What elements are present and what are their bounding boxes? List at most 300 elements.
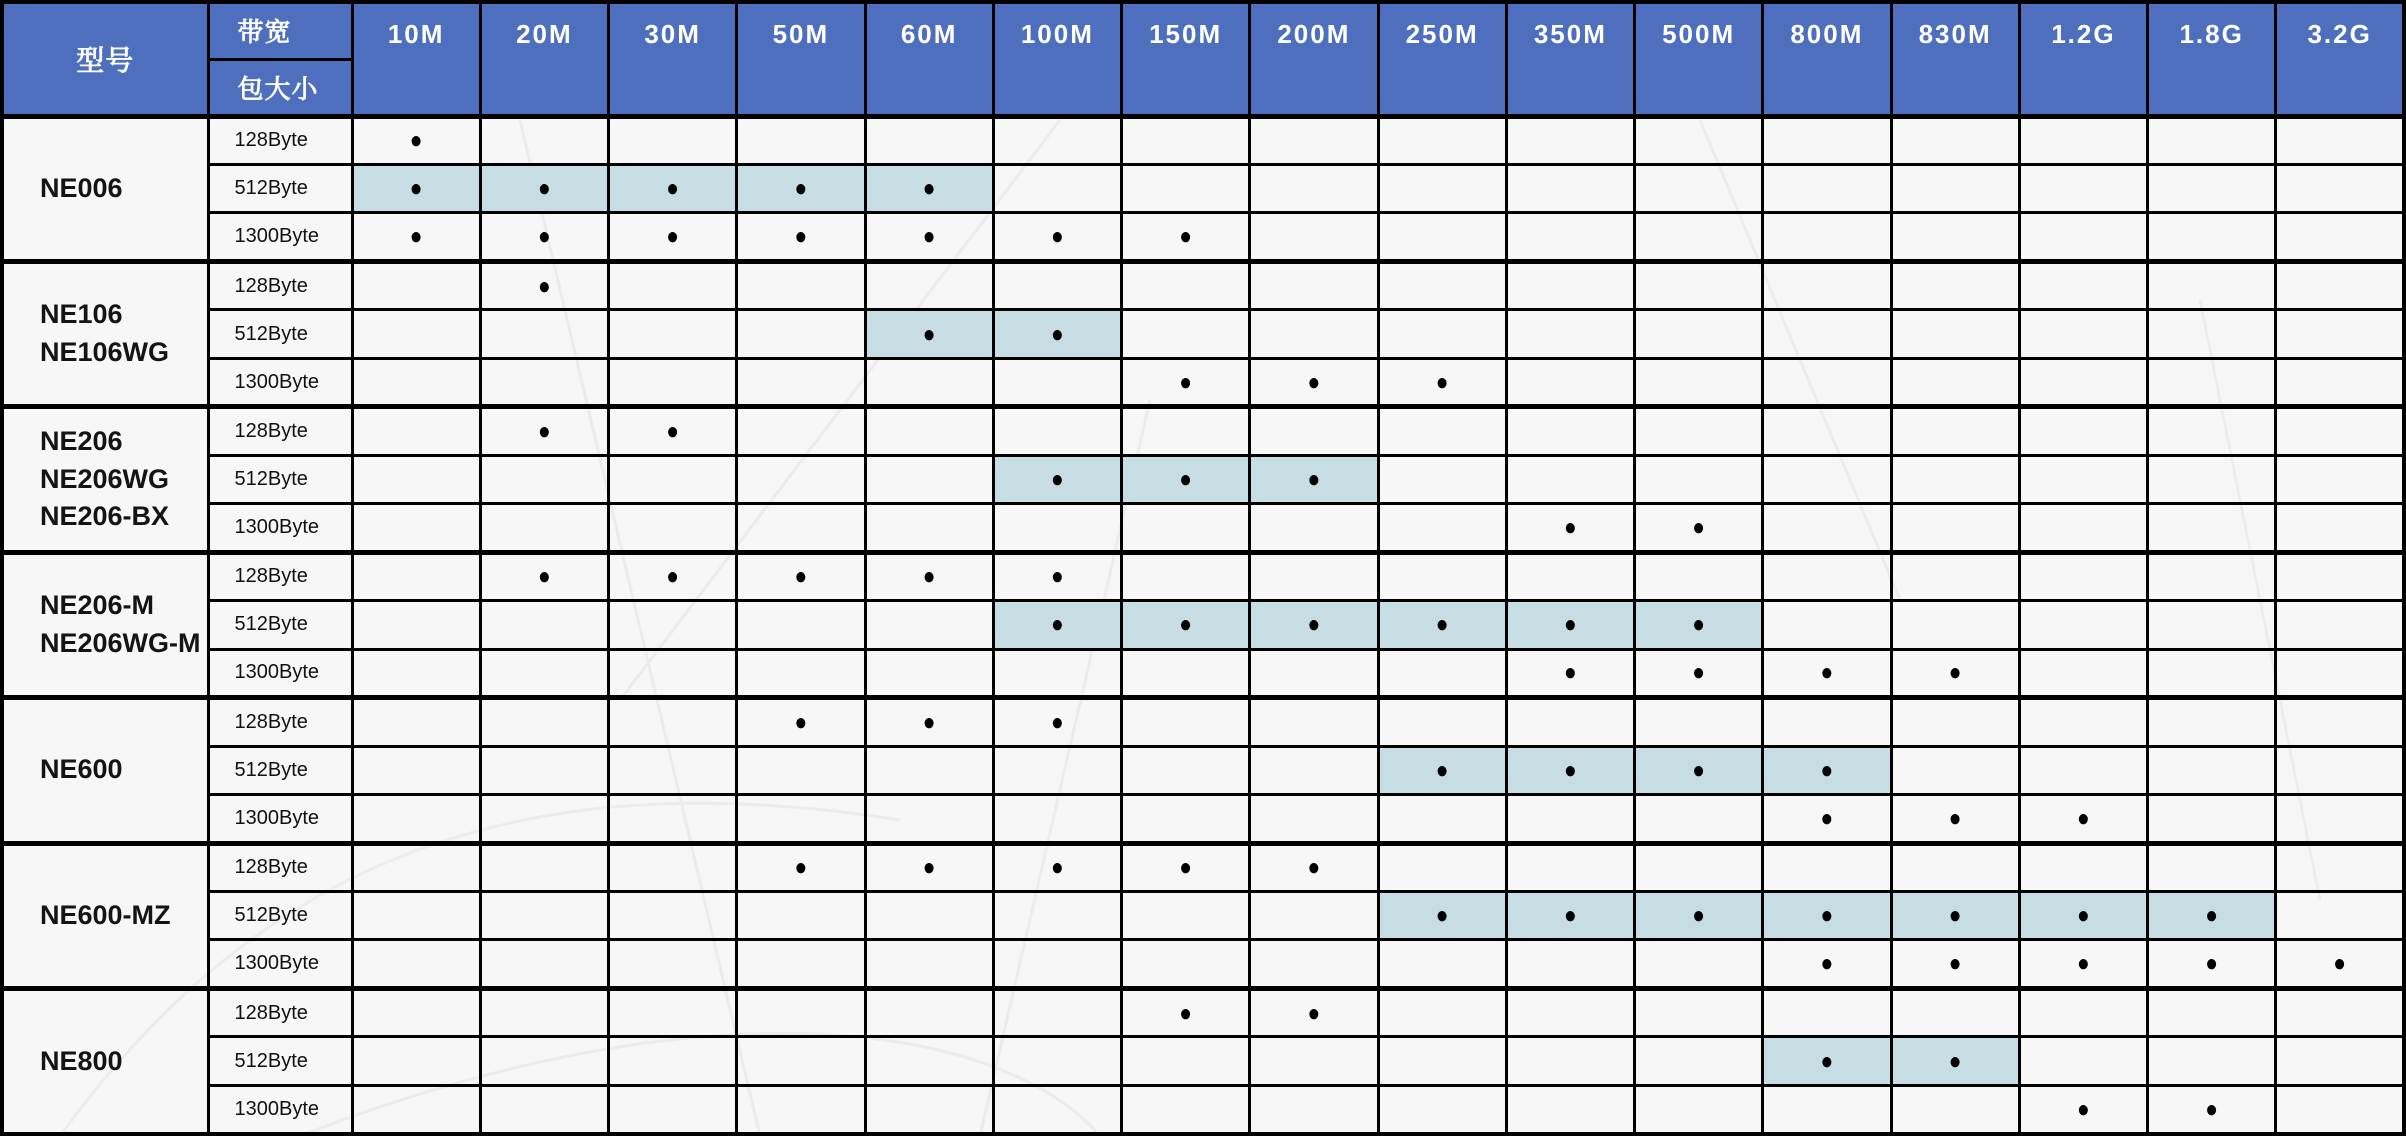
capability-cell: [1891, 455, 2019, 503]
capability-cell: [2019, 649, 2147, 697]
capability-cell: [1891, 504, 2019, 552]
capability-cell: [865, 940, 993, 988]
capability-cell: [1122, 310, 1250, 358]
dot-icon: ●: [538, 272, 551, 300]
capability-cell: [993, 310, 1121, 358]
packet-size-cell: 1300Byte: [208, 649, 352, 697]
capability-cell: [1635, 504, 1763, 552]
capability-cell: [2019, 843, 2147, 891]
capability-cell: [1378, 940, 1506, 988]
capability-cell: [1506, 164, 1634, 212]
dot-icon: ●: [1820, 757, 1834, 784]
capability-cell: [1378, 164, 1506, 212]
capability-cell: [1763, 698, 1891, 746]
capability-cell: [2276, 552, 2404, 600]
capability-cell: [1122, 843, 1250, 891]
capability-cell: [737, 795, 865, 843]
capability-cell: [993, 164, 1121, 212]
capability-cell: [1378, 407, 1506, 455]
capability-cell: [480, 795, 608, 843]
capability-cell: [1506, 310, 1634, 358]
capability-cell: [2276, 261, 2404, 309]
capability-cell: [1122, 988, 1250, 1036]
model-column-header: 型号: [2, 2, 208, 116]
capability-cell: [993, 455, 1121, 503]
capability-cell: [1122, 116, 1250, 164]
capability-cell: [1506, 649, 1634, 697]
capability-cell: [609, 116, 737, 164]
capability-cell: [2148, 698, 2276, 746]
capability-cell: [480, 164, 608, 212]
dot-icon: ●: [922, 854, 936, 881]
capability-cell: [609, 698, 737, 746]
table-row: [2, 358, 2404, 406]
capability-cell: [1250, 310, 1378, 358]
capability-cell: [737, 407, 865, 455]
capability-cell: [1763, 892, 1891, 940]
capability-cell: [2019, 746, 2147, 794]
capability-cell: [1506, 504, 1634, 552]
capability-cell: [865, 601, 993, 649]
capability-cell: [609, 164, 737, 212]
packet-size-cell: 128Byte: [208, 843, 352, 891]
capability-cell: [1378, 552, 1506, 600]
dot-icon: ●: [1820, 950, 1834, 977]
capability-cell: [737, 940, 865, 988]
capability-cell: [1250, 213, 1378, 261]
capability-cell: [1635, 164, 1763, 212]
capability-cell: [2019, 552, 2147, 600]
capability-cell: [352, 746, 480, 794]
capability-cell: [2276, 358, 2404, 406]
capability-cell: [352, 164, 480, 212]
capability-cell: [1122, 1037, 1250, 1085]
capability-cell: [993, 746, 1121, 794]
capability-cell: [1635, 455, 1763, 503]
capability-cell: [993, 649, 1121, 697]
capability-cell: [480, 213, 608, 261]
capability-cell: [609, 261, 737, 309]
capability-cell: [2276, 164, 2404, 212]
capability-cell: [1378, 698, 1506, 746]
dot-icon: ●: [1307, 611, 1321, 639]
dot-icon: ●: [1692, 902, 1705, 929]
capability-cell: [1635, 407, 1763, 455]
capability-cell: [2148, 116, 2276, 164]
capability-cell: [1891, 1085, 2019, 1134]
column-header-100M: 100M: [993, 2, 1121, 116]
capability-cell: [1763, 746, 1891, 794]
capability-cell: [1635, 843, 1763, 891]
dot-icon: ●: [2077, 805, 2090, 832]
capability-cell: [352, 988, 480, 1036]
capability-cell: [1763, 164, 1891, 212]
capability-cell: [1378, 1085, 1506, 1134]
capability-cell: [1122, 552, 1250, 600]
column-header-500M: 500M: [1635, 2, 1763, 116]
packet-size-cell: 128Byte: [208, 116, 352, 164]
dot-icon: ●: [794, 223, 808, 250]
capability-cell: [480, 843, 608, 891]
column-header-200M: 200M: [1250, 2, 1378, 116]
capability-cell: [1635, 601, 1763, 649]
model-cell: [2, 698, 208, 843]
capability-cell: [480, 601, 608, 649]
dot-icon: ●: [409, 127, 423, 154]
capability-cell: [737, 164, 865, 212]
column-header-3.2G: 3.2G: [2276, 2, 2404, 116]
capability-cell: [2019, 455, 2147, 503]
capability-cell: [352, 601, 480, 649]
dot-icon: ●: [1051, 854, 1064, 881]
capability-cell: [737, 892, 865, 940]
table-body: [2, 116, 2404, 1134]
dot-icon: ●: [1307, 999, 1321, 1027]
table-row: [2, 892, 2404, 940]
dot-icon: ●: [1948, 950, 1962, 977]
capability-cell: [1635, 358, 1763, 406]
capability-cell: [1122, 649, 1250, 697]
dot-icon: ●: [538, 418, 551, 445]
capability-cell: [1506, 116, 1634, 164]
capability-cell: [865, 988, 993, 1036]
capability-cell: [1250, 358, 1378, 406]
capability-cell: [993, 795, 1121, 843]
capability-cell: [352, 358, 480, 406]
capability-cell: [352, 261, 480, 309]
capability-cell: [2276, 746, 2404, 794]
capability-cell: [2148, 649, 2276, 697]
capability-cell: [1250, 698, 1378, 746]
dot-icon: ●: [538, 175, 551, 202]
capability-cell: [1635, 746, 1763, 794]
capability-cell: [480, 455, 608, 503]
table-row: [2, 407, 2404, 455]
dot-icon: ●: [666, 175, 679, 202]
capability-cell: [737, 116, 865, 164]
dot-icon: ●: [1564, 659, 1577, 687]
capability-cell: [1891, 892, 2019, 940]
capability-cell: [1506, 698, 1634, 746]
capability-cell: [1763, 261, 1891, 309]
capability-cell: [352, 892, 480, 940]
capability-cell: [1506, 455, 1634, 503]
capability-cell: [1891, 649, 2019, 697]
capability-cell: [1506, 1085, 1634, 1134]
capability-cell: [1763, 116, 1891, 164]
capability-cell: [480, 358, 608, 406]
capability-cell: [1506, 358, 1634, 406]
capability-cell: [1763, 843, 1891, 891]
capability-cell: [993, 358, 1121, 406]
table-row: [2, 164, 2404, 212]
capability-cell: [2019, 988, 2147, 1036]
capability-cell: [2148, 552, 2276, 600]
capability-cell: [1122, 892, 1250, 940]
capability-cell: [2276, 310, 2404, 358]
capability-cell: [2148, 164, 2276, 212]
capability-cell: [865, 455, 993, 503]
capability-cell: [480, 698, 608, 746]
capability-cell: [2019, 698, 2147, 746]
capability-cell: [2019, 795, 2147, 843]
capability-cell: [1506, 1037, 1634, 1085]
capability-cell: [480, 552, 608, 600]
capability-cell: [2148, 988, 2276, 1036]
capability-cell: [1250, 1037, 1378, 1085]
capability-cell: [2148, 892, 2276, 940]
capability-cell: [1378, 358, 1506, 406]
capability-cell: [2276, 455, 2404, 503]
capability-cell: [609, 746, 737, 794]
capability-cell: [1122, 164, 1250, 212]
capability-cell: [737, 1085, 865, 1134]
capability-cell: [2019, 310, 2147, 358]
capability-cell: [1891, 988, 2019, 1036]
model-cell: [2, 261, 208, 406]
dot-icon: ●: [922, 563, 936, 591]
dot-icon: ●: [1051, 223, 1064, 250]
capability-cell: [609, 504, 737, 552]
column-header-250M: 250M: [1378, 2, 1506, 116]
capability-cell: [2276, 892, 2404, 940]
capability-cell: [993, 988, 1121, 1036]
capability-cell: [2276, 1085, 2404, 1134]
dot-icon: ●: [1435, 757, 1449, 784]
dot-icon: ●: [538, 223, 551, 250]
dot-icon: ●: [538, 563, 551, 591]
capability-cell: [2019, 358, 2147, 406]
column-header-1.8G: 1.8G: [2148, 2, 2276, 116]
packet-size-cell: 512Byte: [208, 892, 352, 940]
capability-cell: [993, 940, 1121, 988]
capability-cell: [1378, 795, 1506, 843]
column-header-1.2G: 1.2G: [2019, 2, 2147, 116]
capability-cell: [737, 261, 865, 309]
capability-cell: [1763, 455, 1891, 503]
dot-icon: ●: [666, 223, 679, 250]
capability-cell: [1506, 552, 1634, 600]
capability-cell: [1122, 261, 1250, 309]
capability-cell: [1378, 892, 1506, 940]
packet-size-cell: 512Byte: [208, 746, 352, 794]
dot-icon: ●: [1179, 999, 1192, 1027]
capability-cell: [1635, 1037, 1763, 1085]
packet-size-cell: 1300Byte: [208, 940, 352, 988]
packet-size-cell: 128Byte: [208, 698, 352, 746]
capability-cell: [737, 552, 865, 600]
capability-cell: [737, 988, 865, 1036]
capability-cell: [2148, 213, 2276, 261]
model-name: NE600-MZ: [40, 899, 171, 930]
capability-cell: [737, 455, 865, 503]
table-row: [2, 1037, 2404, 1085]
capability-cell: [352, 552, 480, 600]
table-row: [2, 261, 2404, 309]
capability-cell: [480, 407, 608, 455]
table-row: [2, 649, 2404, 697]
capability-cell: [1635, 552, 1763, 600]
capability-cell: [352, 649, 480, 697]
capability-cell: [1891, 116, 2019, 164]
capability-cell: [609, 795, 737, 843]
dot-icon: ●: [2333, 950, 2346, 977]
capability-cell: [1506, 988, 1634, 1036]
capability-cell: [480, 261, 608, 309]
capability-cell: [737, 698, 865, 746]
capability-cell: [1635, 988, 1763, 1036]
dot-icon: ●: [1051, 611, 1064, 639]
column-header-800M: 800M: [1763, 2, 1891, 116]
capability-cell: [2019, 601, 2147, 649]
packet-size-header: 包大小: [208, 59, 352, 116]
capability-cell: [1763, 358, 1891, 406]
capability-cell: [993, 261, 1121, 309]
dot-icon: ●: [1307, 368, 1321, 396]
capability-cell: [737, 746, 865, 794]
table-row: [2, 504, 2404, 552]
capability-cell: [1250, 116, 1378, 164]
capability-cell: [1122, 455, 1250, 503]
capability-cell: [352, 1085, 480, 1134]
capability-cell: [609, 1037, 737, 1085]
capability-cell: [1250, 164, 1378, 212]
capability-cell: [1763, 795, 1891, 843]
capability-cell: [1378, 649, 1506, 697]
capability-cell: [609, 455, 737, 503]
capability-cell: [1250, 795, 1378, 843]
packet-size-cell: 1300Byte: [208, 1085, 352, 1134]
capability-cell: [1506, 601, 1634, 649]
model-cell: [2, 988, 208, 1134]
capability-cell: [352, 1037, 480, 1085]
capability-cell: [1891, 843, 2019, 891]
table-row: [2, 552, 2404, 600]
capability-cell: [1250, 892, 1378, 940]
capability-cell: [2019, 164, 2147, 212]
model-cell: [2, 843, 208, 988]
capability-cell: [1635, 213, 1763, 261]
capability-cell: [865, 698, 993, 746]
capability-cell: [1763, 988, 1891, 1036]
capability-cell: [1378, 746, 1506, 794]
capability-cell: [609, 892, 737, 940]
dot-icon: ●: [1692, 611, 1705, 639]
dot-icon: ●: [2205, 950, 2218, 977]
capability-cell: [993, 843, 1121, 891]
dot-icon: ●: [2077, 1096, 2090, 1123]
capability-cell: [352, 213, 480, 261]
capability-cell: [737, 649, 865, 697]
capability-cell: [2148, 310, 2276, 358]
dot-icon: ●: [666, 418, 679, 445]
table-row: [2, 746, 2404, 794]
dot-icon: ●: [1692, 757, 1705, 784]
capability-cell: [993, 698, 1121, 746]
dot-icon: ●: [1179, 611, 1192, 639]
dot-icon: ●: [1692, 514, 1705, 541]
capability-cell: [2276, 795, 2404, 843]
capability-cell: [737, 310, 865, 358]
capability-cell: [1378, 213, 1506, 261]
table-row: [2, 988, 2404, 1036]
dot-icon: ●: [409, 175, 423, 202]
table-row: [2, 455, 2404, 503]
capability-cell: [609, 649, 737, 697]
capability-cell: [1635, 116, 1763, 164]
dot-icon: ●: [1179, 368, 1192, 396]
capability-cell: [480, 746, 608, 794]
model-name: NE206-BX: [40, 501, 170, 532]
table-row: [2, 1085, 2404, 1134]
capability-cell: [2148, 455, 2276, 503]
capability-cell: [1891, 940, 2019, 988]
capability-cell: [1250, 940, 1378, 988]
capability-cell: [2019, 892, 2147, 940]
capability-cell: [480, 988, 608, 1036]
capability-cell: [2148, 358, 2276, 406]
capability-cell: [1122, 940, 1250, 988]
capability-cell: [737, 504, 865, 552]
header-row-1: [2, 2, 2404, 59]
dot-icon: ●: [1564, 757, 1577, 784]
capability-cell: [1891, 698, 2019, 746]
packet-size-cell: 1300Byte: [208, 795, 352, 843]
capability-cell: [1378, 1037, 1506, 1085]
capability-cell: [1250, 843, 1378, 891]
capability-cell: [993, 116, 1121, 164]
dot-icon: ●: [1820, 1047, 1834, 1075]
column-header-10M: 10M: [352, 2, 480, 116]
capability-cell: [865, 261, 993, 309]
capability-cell: [352, 310, 480, 358]
capability-cell: [1891, 795, 2019, 843]
capability-cell: [609, 601, 737, 649]
capability-cell: [609, 552, 737, 600]
capability-cell: [352, 843, 480, 891]
dot-icon: ●: [1435, 902, 1449, 929]
capability-cell: [1378, 455, 1506, 503]
model-cell: [2, 116, 208, 261]
capability-cell: [1763, 213, 1891, 261]
capability-cell: [1250, 988, 1378, 1036]
capability-cell: [865, 746, 993, 794]
capability-cell: [1122, 601, 1250, 649]
capability-cell: [1506, 843, 1634, 891]
capability-cell: [1763, 407, 1891, 455]
dot-icon: ●: [794, 563, 808, 591]
capability-cell: [2276, 601, 2404, 649]
capability-cell: [993, 213, 1121, 261]
capability-cell: [480, 892, 608, 940]
dot-icon: ●: [794, 709, 808, 736]
capability-cell: [1891, 1037, 2019, 1085]
table-row: [2, 795, 2404, 843]
capability-cell: [2276, 649, 2404, 697]
dot-icon: ●: [1307, 466, 1321, 493]
table-row: [2, 310, 2404, 358]
capability-cell: [609, 358, 737, 406]
capability-cell: [865, 843, 993, 891]
capability-cell: [352, 504, 480, 552]
capability-cell: [1891, 746, 2019, 794]
capability-cell: [2276, 698, 2404, 746]
dot-icon: ●: [1051, 466, 1064, 493]
dot-icon: ●: [1179, 223, 1192, 250]
capability-cell: [1122, 795, 1250, 843]
dot-icon: ●: [1179, 466, 1192, 493]
capability-cell: [2019, 940, 2147, 988]
